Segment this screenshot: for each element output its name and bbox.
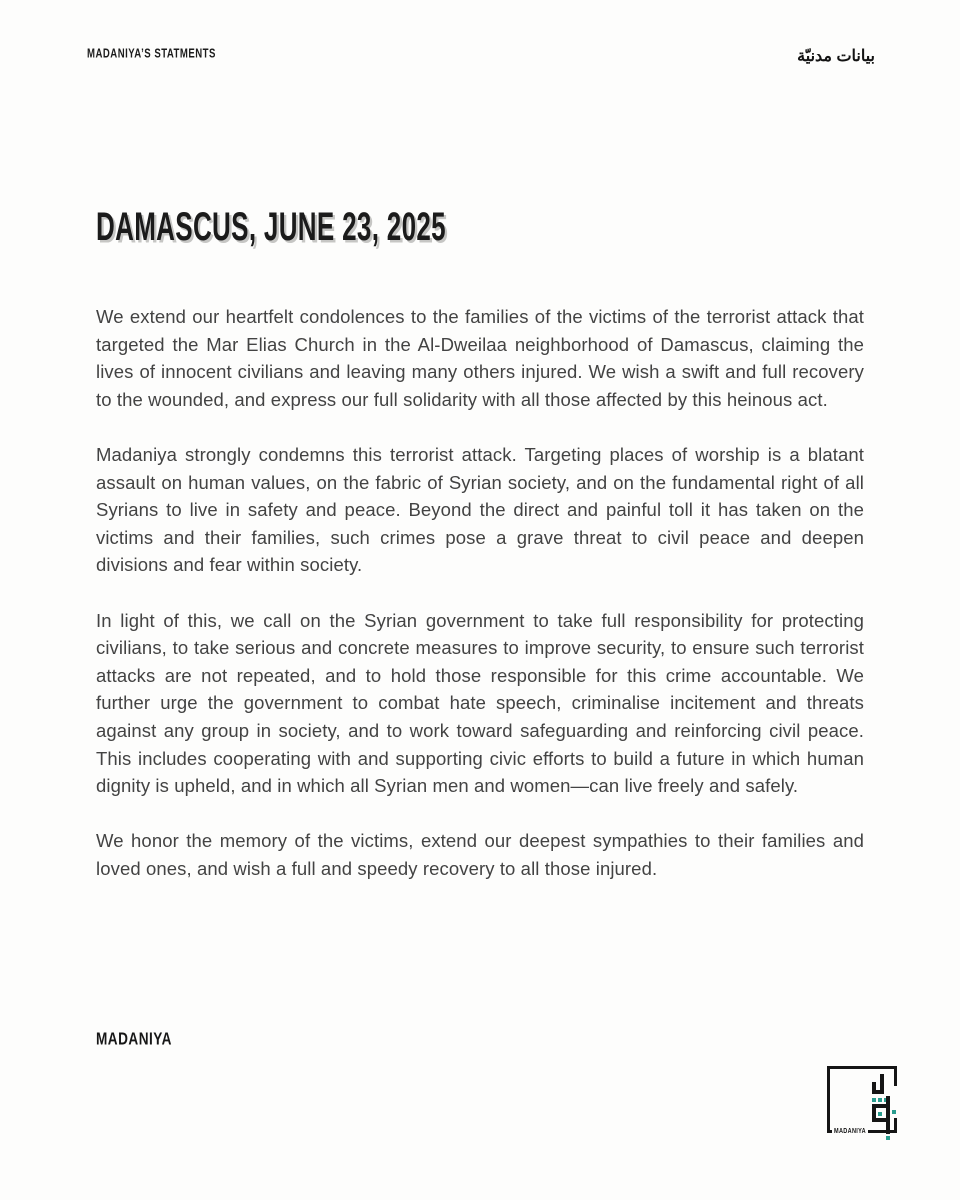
statement-dateline-title: DAMASCUS, JUNE 23, 2025 [96, 205, 446, 249]
statement-paragraph-3: In light of this, we call on the Syrian government to take full responsibility for protecting civilians, to take serious and concrete measures to improve security, to ensure such terrorist attacks are not repeated, and to hold those responsible for this crime accountable. We further urge the government to combat hate speech, criminalise incitement and threats against any group in society, and to work toward safeguarding and reinforcing civil peace. This includes cooperating with and supporting civic efforts to build a future in which human dignity is upheld, and in which all Syrian men and women—can live freely and safely. [96, 609, 864, 797]
page-header [87, 46, 875, 66]
madaniya-logo [827, 1066, 897, 1142]
header-title-english: MADANIYA’S STATMENTS [87, 46, 216, 61]
header-title-arabic: بيانات مدنيّة [797, 48, 875, 65]
statement-paragraph-1: We extend our heartfelt condolences to the families of the victims of the terrorist attack that targeted the Mar Elias Church in the Al-Dweilaa neighborhood of Damascus, claiming the lives of innocent civilians and leaving many others injured. We wish a swift and full recovery to the wounded, and express our full solidarity with all those affected by this heinous act. [96, 306, 864, 410]
logo-wordmark: MADANIYA [834, 1128, 866, 1135]
statement-paragraph-4: We honor the memory of the victims, extend our deepest sympathies to their families and loved ones, and wish a full and speedy recovery to all those injured. [96, 830, 864, 879]
kufic-mark-icon [827, 1066, 897, 1142]
statement-body [96, 303, 864, 910]
statement-paragraph-2: Madaniya strongly condemns this terrorist attack. Targeting places of worship is a blatant assault on human values, on the fabric of Syrian society, and on the fundamental right of all Syrians to live in safety and peace. Beyond the direct and painful toll it has taken on the victims and their families, such crimes pose a grave threat to civil peace and deepen divisions and fear within society. [96, 443, 864, 576]
signature-madaniya: MADANIYA [96, 1028, 172, 1049]
